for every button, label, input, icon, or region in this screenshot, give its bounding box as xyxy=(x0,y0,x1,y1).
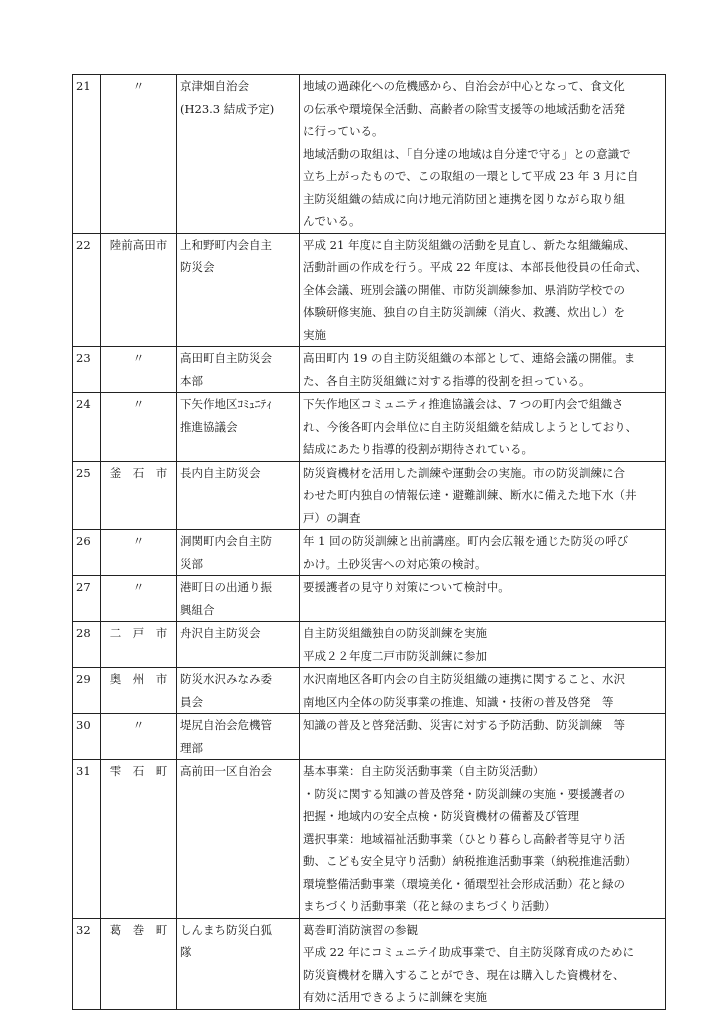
organization-name-line: 防災会 xyxy=(180,260,215,274)
activity-cell xyxy=(300,461,666,530)
organization-cell xyxy=(177,668,300,714)
activity-cell xyxy=(300,576,666,622)
activity-line: 動、こども安全見守り活動）納税推進活動事業（納税推進活動） xyxy=(303,854,637,868)
activity-cell xyxy=(300,760,666,919)
municipality-cell: 〃 xyxy=(101,393,177,462)
row-number: 31 xyxy=(73,760,101,919)
organization-cell xyxy=(177,393,300,462)
row-number: 28 xyxy=(73,622,101,668)
activity-cell xyxy=(300,918,666,1009)
activity-line: の伝承や環境保全活動、高齢者の除雪支援等の地域活動を活発 xyxy=(303,101,625,116)
activity-line: 結成にあたり指導的役割が期待されている。 xyxy=(303,442,533,456)
table-row xyxy=(73,918,666,1009)
activity-line: 体験研修実施、独自の自主防災訓練（消火、救護、炊出し）を xyxy=(303,305,625,319)
municipality-cell: 釜 石 市 xyxy=(101,461,177,530)
activity-cell xyxy=(300,393,666,462)
row-number: 30 xyxy=(73,714,101,760)
activity-line: 下矢作地区コミュニティ推進協議会は、7 つの町内会で組織さ xyxy=(303,397,624,411)
organization-name-line: 高田町自主防災会 xyxy=(180,351,272,365)
municipality-cell: 〃 xyxy=(101,75,177,234)
activity-line: 葛巻町消防演習の参観 xyxy=(303,922,418,937)
organization-name-line: 理部 xyxy=(180,740,203,755)
activity-line: んでいる。 xyxy=(303,214,361,228)
organization-name-line: 港町日の出通り振 xyxy=(180,580,272,594)
organization-name-line: 本部 xyxy=(180,373,203,388)
row-number: 27 xyxy=(73,576,101,622)
organization-cell xyxy=(177,918,300,1009)
activity-line: 平成２２年度二戸市防災訓練に参加 xyxy=(303,648,487,663)
row-number: 32 xyxy=(73,918,101,1009)
table-row xyxy=(73,622,666,668)
activity-line xyxy=(303,737,662,760)
row-number: 23 xyxy=(73,347,101,393)
municipality-cell: 〃 xyxy=(101,530,177,576)
activity-line: 戸）の調査 xyxy=(303,510,361,525)
organization-name-line: 上和野町内会自主 xyxy=(180,237,272,252)
activity-line: 地域の過疎化への危機感から、自治会が中心となって、食文化 xyxy=(303,79,625,93)
activity-line: 実施 xyxy=(303,327,326,342)
organization-cell xyxy=(177,461,300,530)
row-number: 26 xyxy=(73,530,101,576)
municipality-cell: 奥 州 市 xyxy=(101,668,177,714)
organization-cell xyxy=(177,714,300,760)
table-row xyxy=(73,668,666,714)
municipality-cell: 〃 xyxy=(101,576,177,622)
row-number: 21 xyxy=(73,75,101,234)
organization-cell xyxy=(177,233,300,347)
activity-cell xyxy=(300,668,666,714)
activity-cell xyxy=(300,75,666,234)
organization-cell xyxy=(177,760,300,919)
table-row xyxy=(73,347,666,393)
activity-line: 活動計画の作成を行う。平成 22 年度は、本部長他役員の任命式、 xyxy=(303,260,647,274)
activity-line: 知識の普及と啓発活動、災害に対する予防活動、防災訓練 等 xyxy=(303,718,625,732)
activity-line: 主防災組織の結成に向け地元消防団と連携を図りながら取り組 xyxy=(303,191,625,206)
activity-line: 要援護者の見守り対策について検討中。 xyxy=(303,580,510,594)
organization-name-line: 災部 xyxy=(180,556,203,571)
activity-line: 環境整備活動事業（環境美化・循環型社会形成活動）花と緑の xyxy=(303,876,625,891)
activity-cell xyxy=(300,714,666,760)
municipality-cell: 雫 石 町 xyxy=(101,760,177,919)
activity-line: 選択事業：地域福祉活動事業（ひとり暮らし高齢者等見守り活 xyxy=(303,831,625,846)
organization-name-line: 推進協議会 xyxy=(180,419,238,434)
activity-line: に行っている。 xyxy=(303,124,384,138)
activity-cell xyxy=(300,347,666,393)
organization-name-line: 堤尻自治会危機管 xyxy=(180,718,272,732)
table-row xyxy=(73,760,666,919)
table-row xyxy=(73,576,666,622)
row-number: 22 xyxy=(73,233,101,347)
activity-cell xyxy=(300,233,666,347)
table-row xyxy=(73,75,666,234)
row-number: 29 xyxy=(73,668,101,714)
activity-line: 年 1 回の防災訓練と出前講座。町内会広報を通じた防災の呼び xyxy=(303,534,629,548)
organization-cell xyxy=(177,622,300,668)
activity-line: かけ。土砂災害への対応策の検討。 xyxy=(303,556,487,571)
organization-cell xyxy=(177,530,300,576)
activity-line: 水沢南地区各町内会の自主防災組織の連携に関すること、水沢 xyxy=(303,672,625,686)
row-number: 24 xyxy=(73,393,101,462)
activity-line: わせた町内独自の情報伝達・避難訓練、断水に備えた地下水（井 xyxy=(303,488,637,502)
organization-cell xyxy=(177,75,300,234)
activity-line: 平成 21 年度に自主防災組織の活動を見直し、新たな組織編成、 xyxy=(303,237,636,252)
activity-line: 南地区内全体の防災事業の推進、知識・技術の普及啓発 等 xyxy=(303,694,614,709)
organization-name-line: 京津畑自治会 xyxy=(180,79,249,93)
organization-name-line: 隊 xyxy=(180,945,192,959)
activity-line: 地域活動の取組は、「自分達の地域は自分達で守る」との意識で xyxy=(303,146,631,161)
activity-cell xyxy=(300,530,666,576)
activity-line: 高田町内 19 の自主防災組織の本部として、連絡会議の開催。ま xyxy=(303,351,636,365)
table-body xyxy=(73,75,666,1010)
organization-name-line: 洞関町内会自主防 xyxy=(180,534,272,548)
organization-name-line: 高前田一区自治会 xyxy=(180,764,272,778)
table-row xyxy=(73,233,666,347)
municipality-cell: 〃 xyxy=(101,347,177,393)
organization-name-line: 長内自主防災会 xyxy=(180,465,261,480)
activity-line: 防災資機材を購入することができ、現在は購入した資機材を、 xyxy=(303,967,625,982)
table-row xyxy=(73,461,666,530)
municipality-cell: 二 戸 市 xyxy=(101,622,177,668)
activity-line: 平成 22 年にコミュニテイ助成事業で、自主防災隊育成のために xyxy=(303,945,635,959)
table-row xyxy=(73,393,666,462)
activity-line: 把握・地域内の安全点検・防災資機材の備蓄及び管理 xyxy=(303,809,579,823)
activity-line: まちづくり活動事業（花と緑のまちづくり活動） xyxy=(303,899,556,913)
organization-name-line: (H23.3 結成予定) xyxy=(180,101,275,116)
organization-name-line: 舟沢自主防災会 xyxy=(180,626,261,640)
organization-name-line: 防災水沢みなみ委 xyxy=(180,672,272,686)
activity-line xyxy=(303,599,662,622)
organization-name-line: 員会 xyxy=(180,694,203,709)
organization-name-line: しんまち防災白狐 xyxy=(180,922,272,937)
activity-line: ・防災に関する知識の普及啓発・防災訓練の実施・要援護者の xyxy=(303,786,625,801)
table-row xyxy=(73,714,666,760)
organization-cell xyxy=(177,347,300,393)
activity-line: 自主防災組織独自の防災訓練を実施 xyxy=(303,626,487,640)
activity-line: 防災資機材を活用した訓練や運動会の実施。市の防災訓練に合 xyxy=(303,465,625,480)
activity-line: 基本事業：自主防災活動事業（自主防災活動） xyxy=(303,764,545,778)
organization-cell xyxy=(177,576,300,622)
organization-name-line: 興組合 xyxy=(180,602,215,617)
activity-line: れ、今後各町内会単位に自主防災組織を結成しようとしており、 xyxy=(303,419,638,434)
municipality-cell: 陸前高田市 xyxy=(101,233,177,347)
row-number: 25 xyxy=(73,461,101,530)
activity-line: 全体会議、班別会議の開催、市防災訓練参加、県消防学校での xyxy=(303,282,625,297)
activity-line: 有効に活用できるように訓練を実施 xyxy=(303,990,487,1004)
activity-cell xyxy=(300,622,666,668)
municipality-cell: 葛 巻 町 xyxy=(101,918,177,1009)
municipality-cell: 〃 xyxy=(101,714,177,760)
organization-name-line: 下矢作地区ｺﾐｭﾆﾃｨ xyxy=(180,397,272,411)
organization-table xyxy=(72,74,666,1010)
activity-line: た、各自主防災組織に対する指導的役割を担っている。 xyxy=(303,373,591,388)
activity-line: 立ち上がったもので、この取組の一環として平成 23 年 3 月に自 xyxy=(303,169,639,183)
table-row xyxy=(73,530,666,576)
